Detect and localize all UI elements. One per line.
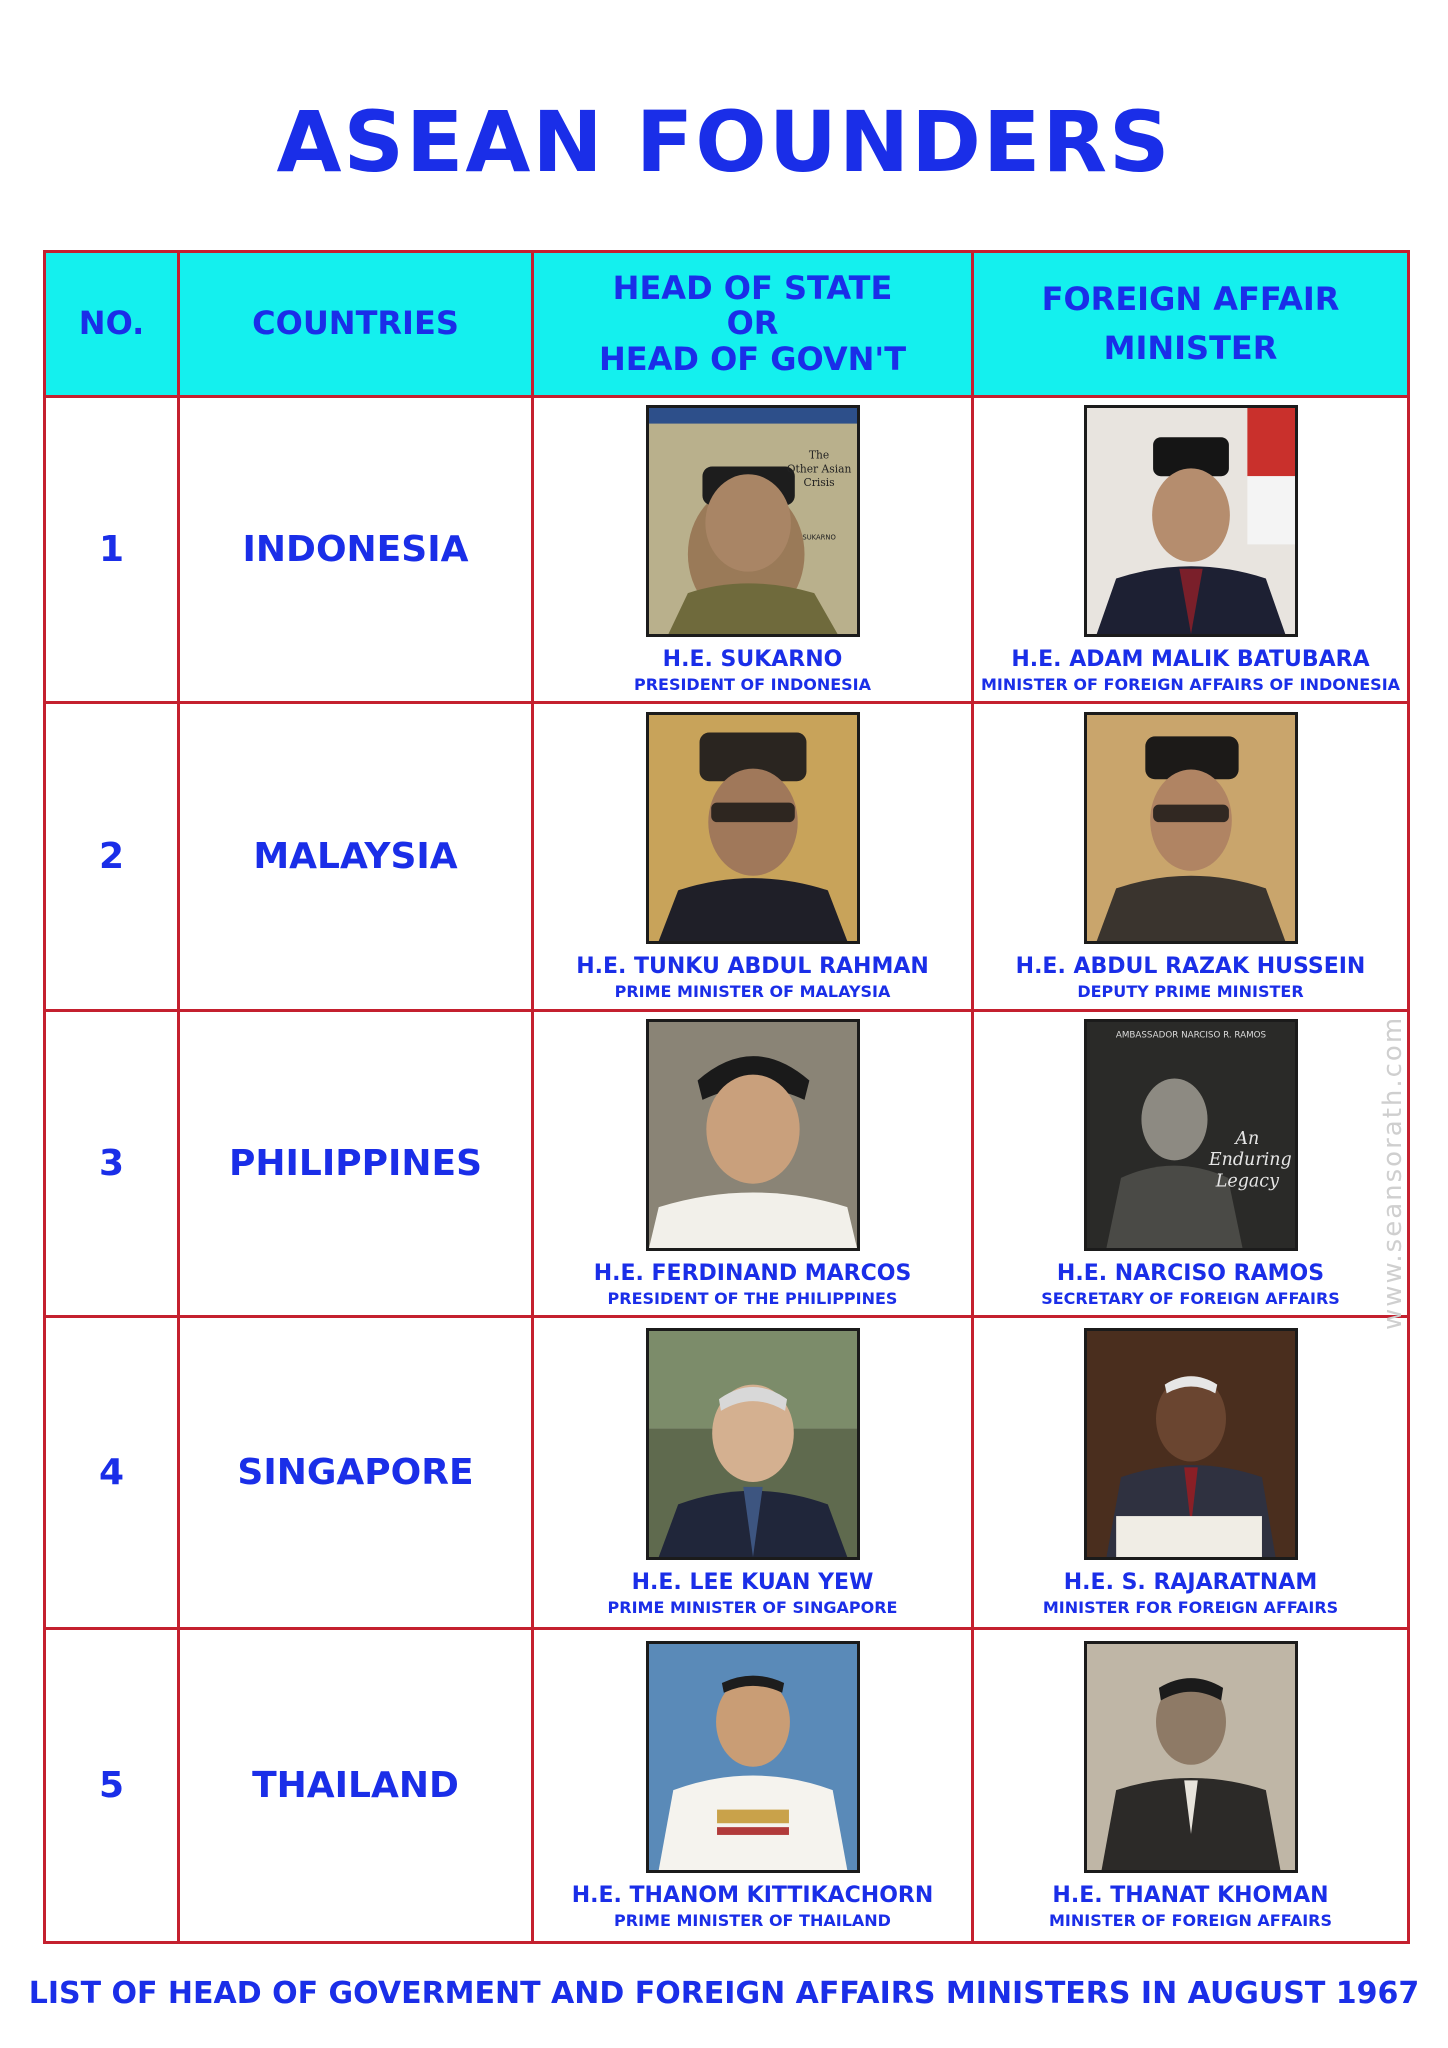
portrait-photo [1084, 1641, 1298, 1873]
person-name: H.E. FERDINAND MARCOS [593, 1261, 912, 1287]
page-title: ASEAN FOUNDERS [276, 93, 1172, 191]
foreign-minister-cell [973, 1629, 1409, 1943]
row-number: 4 [45, 1317, 179, 1629]
portrait-photo [646, 1328, 860, 1560]
person-name: H.E. THANOM KITTIKACHORN [571, 1883, 934, 1909]
table-row [45, 397, 1409, 703]
head-of-state-cell [533, 703, 973, 1011]
person-title: DEPUTY PRIME MINISTER [1077, 981, 1304, 1001]
header-foreign-minister [973, 252, 1409, 397]
portrait-photo [646, 1641, 860, 1873]
head-of-state-cell [533, 397, 973, 703]
book-title-line1: An [1234, 1129, 1259, 1150]
person-name: H.E. THANAT KHOMAN [1052, 1883, 1329, 1909]
row-number: 1 [45, 397, 179, 703]
portrait-photo [1084, 1019, 1298, 1251]
person-title: PRIME MINISTER OF MALAYSIA [614, 981, 891, 1001]
person-name: H.E. ABDUL RAZAK HUSSEIN [1015, 954, 1366, 980]
foreign-minister-cell [973, 397, 1409, 703]
header-fm-line2: MINISTER [1103, 329, 1278, 367]
portrait-photo [646, 712, 860, 944]
header-head-line3: HEAD OF GOVN'T [598, 339, 907, 378]
head-of-state-cell [533, 1317, 973, 1629]
book-title-line3: Legacy [1215, 1171, 1279, 1192]
header-countries: COUNTRIES [179, 252, 533, 397]
person-title: MINISTER OF FOREIGN AFFAIRS [1049, 1910, 1332, 1930]
book-header: AMBASSADOR NARCISO R. RAMOS [1115, 1030, 1266, 1041]
head-of-state-cell [533, 1011, 973, 1317]
founders-table [43, 250, 1410, 1944]
person-title: MINISTER OF FOREIGN AFFAIRS OF INDONESIA [980, 674, 1401, 694]
person-title: PRESIDENT OF THE PHILIPPINES [607, 1288, 898, 1308]
header-fm-line1: FOREIGN AFFAIR [1041, 279, 1340, 318]
person-name: H.E. S. RAJARATNAM [1063, 1570, 1318, 1596]
header-head-line1: HEAD OF STATE [612, 269, 893, 308]
person-name: H.E. NARCISO RAMOS [1056, 1261, 1325, 1287]
header-row [45, 252, 1409, 397]
row-number: 2 [45, 703, 179, 1011]
person-title: PRESIDENT OF INDONESIA [633, 674, 872, 694]
cover-name: SUKARNO [801, 533, 836, 542]
portrait-photo [646, 405, 860, 637]
country-name: THAILAND [179, 1629, 533, 1943]
table-row [45, 1629, 1409, 1943]
country-name: MALAYSIA [179, 703, 533, 1011]
foreign-minister-cell [973, 703, 1409, 1011]
row-number: 3 [45, 1011, 179, 1317]
person-name: H.E. TUNKU ABDUL RAHMAN [576, 954, 929, 980]
footer-caption: LIST OF HEAD OF GOVERMENT AND FOREIGN AFFAIRS MINISTERS IN AUGUST 1967 [28, 1976, 1420, 2011]
person-title: SECRETARY OF FOREIGN AFFAIRS [1041, 1288, 1340, 1308]
watermark-text: www.seansorath.com [1378, 1015, 1408, 1330]
foreign-minister-cell [973, 1317, 1409, 1629]
row-number: 5 [45, 1629, 179, 1943]
head-of-state-cell [533, 1629, 973, 1943]
book-title-line2: Enduring [1208, 1150, 1292, 1171]
header-no: NO. [45, 252, 179, 397]
cover-text-line1: The [808, 448, 829, 462]
portrait-photo [1084, 712, 1298, 944]
person-name: H.E. SUKARNO [662, 647, 843, 673]
country-name: SINGAPORE [179, 1317, 533, 1629]
person-title: MINISTER FOR FOREIGN AFFAIRS [1042, 1597, 1339, 1617]
cover-text-line2: Other Asian [786, 462, 851, 476]
table-row [45, 1011, 1409, 1317]
person-name: H.E. LEE KUAN YEW [631, 1570, 874, 1596]
country-name: INDONESIA [179, 397, 533, 703]
portrait-photo [1084, 405, 1298, 637]
person-title: PRIME MINISTER OF THAILAND [614, 1910, 891, 1930]
table-row [45, 1317, 1409, 1629]
country-name: PHILIPPINES [179, 1011, 533, 1317]
person-title: PRIME MINISTER OF SINGAPORE [607, 1597, 898, 1617]
person-name: H.E. ADAM MALIK BATUBARA [1011, 647, 1370, 673]
table-row [45, 703, 1409, 1011]
foreign-minister-cell [973, 1011, 1409, 1317]
header-head-of-state [533, 252, 973, 397]
cover-text-line3: Crisis [803, 476, 835, 490]
header-head-line2: OR [726, 304, 779, 343]
portrait-photo [1084, 1328, 1298, 1560]
portrait-photo [646, 1019, 860, 1251]
